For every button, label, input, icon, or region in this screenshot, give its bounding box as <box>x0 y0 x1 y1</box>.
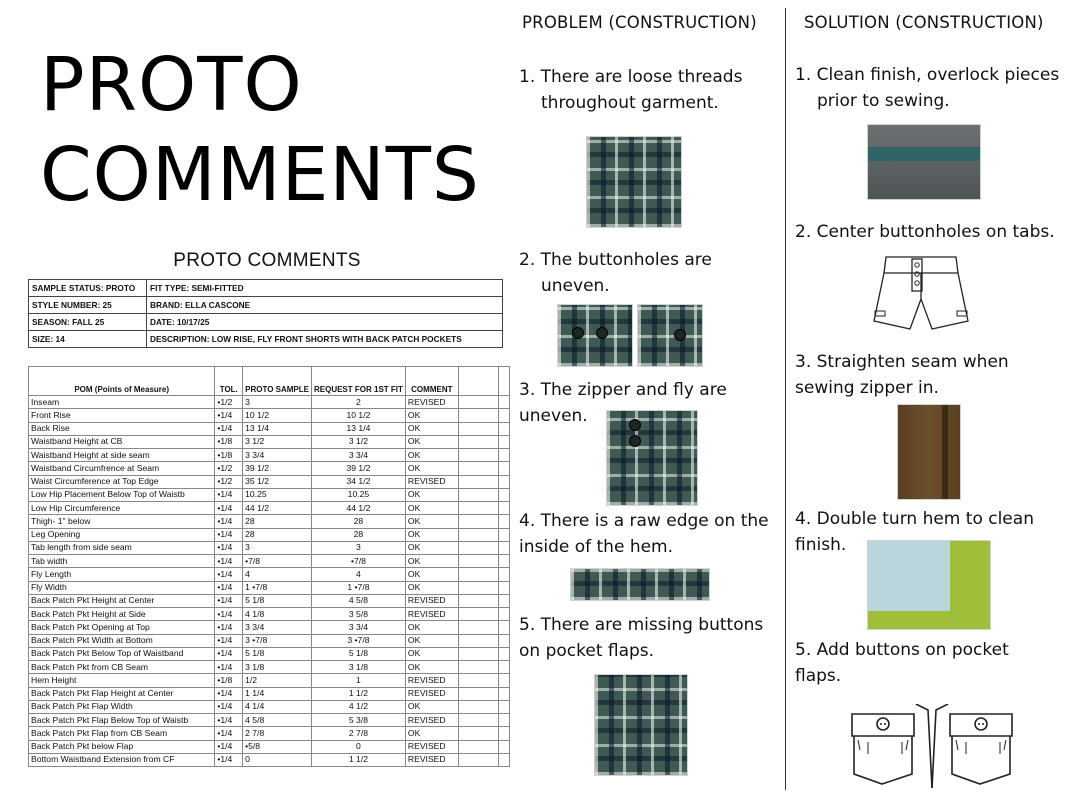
tol-cell: •1/4 <box>215 488 243 501</box>
proto-sample-cell: 2 7/8 <box>243 727 312 740</box>
tol-cell: •1/4 <box>215 621 243 634</box>
solution-4-line-1: 4. Double turn hem to clean <box>795 509 1034 529</box>
tol-cell: •1/8 <box>215 674 243 687</box>
table-row <box>29 647 510 660</box>
solution-3-line-2: sewing zipper in. <box>795 378 939 398</box>
tol-cell: •1/4 <box>215 528 243 541</box>
proto-sample-cell: 39 1/2 <box>243 462 312 475</box>
meta-row <box>29 314 503 331</box>
table-row <box>29 422 510 435</box>
table-row <box>29 396 510 409</box>
pom-header: POM (Points of Measure) <box>29 367 215 396</box>
pom-cell: Hem Height <box>29 674 215 687</box>
empty-cell <box>498 435 509 448</box>
pom-cell: Waistband Circumfrence at Seam <box>29 462 215 475</box>
pom-cell: Tab width <box>29 555 215 568</box>
empty-cell <box>498 700 509 713</box>
comment-cell: OK <box>405 568 458 581</box>
table-row <box>29 515 510 528</box>
request-cell: 44 1/2 <box>311 502 405 515</box>
pom-cell: Leg Opening <box>29 528 215 541</box>
tol-header: TOL. <box>215 367 243 396</box>
proto-sample-cell: 4 1/4 <box>243 700 312 713</box>
empty-cell <box>458 541 498 554</box>
empty-cell <box>458 581 498 594</box>
comment-cell: REVISED <box>405 475 458 488</box>
empty-cell <box>498 647 509 660</box>
pom-table <box>28 366 510 767</box>
request-cell: 5 1/8 <box>311 647 405 660</box>
tol-cell: •1/4 <box>215 594 243 607</box>
empty-cell <box>498 581 509 594</box>
pom-cell: Back Patch Pkt below Flap <box>29 740 215 753</box>
empty-cell <box>458 396 498 409</box>
solution-2-line-1: 2. Center buttonholes on tabs. <box>795 222 1055 242</box>
request-cell: 28 <box>311 528 405 541</box>
table-row <box>29 608 510 621</box>
column-divider <box>785 8 786 790</box>
table-row <box>29 753 510 766</box>
comment-cell: REVISED <box>405 753 458 766</box>
comment-cell: REVISED <box>405 594 458 607</box>
empty-header <box>498 367 509 396</box>
empty-cell <box>458 435 498 448</box>
empty-cell <box>458 714 498 727</box>
solution-3 <box>795 349 1009 401</box>
comment-cell: OK <box>405 422 458 435</box>
problem-2-line-2: uneven. <box>541 276 610 296</box>
raw-hem-photo <box>570 568 710 601</box>
empty-cell <box>458 621 498 634</box>
empty-cell <box>458 740 498 753</box>
comment-cell: OK <box>405 409 458 422</box>
empty-cell <box>498 422 509 435</box>
comment-cell: OK <box>405 581 458 594</box>
proto-sample-cell: 4 <box>243 568 312 581</box>
pom-cell: Thigh- 1" below <box>29 515 215 528</box>
empty-cell <box>498 661 509 674</box>
request-cell: 4 1/2 <box>311 700 405 713</box>
tol-cell: •1/4 <box>215 753 243 766</box>
pom-cell: Fly Width <box>29 581 215 594</box>
tol-cell: •1/4 <box>215 714 243 727</box>
empty-cell <box>458 634 498 647</box>
pocket-flap-photo <box>594 674 688 776</box>
meta-cell: SEASON: FALL 25 <box>29 314 147 331</box>
empty-cell <box>458 687 498 700</box>
empty-cell <box>498 475 509 488</box>
comment-cell: OK <box>405 462 458 475</box>
tol-cell: •1/8 <box>215 435 243 448</box>
title-line-2: COMMENTS <box>40 132 480 218</box>
problem-4 <box>519 508 769 560</box>
tol-cell: •1/4 <box>215 647 243 660</box>
problem-5-line-2: on pocket flaps. <box>519 641 655 661</box>
pom-cell: Low Hip Placement Below Top of Waistb <box>29 488 215 501</box>
tol-cell: •1/4 <box>215 502 243 515</box>
meta-row <box>29 297 503 314</box>
tol-cell: •1/4 <box>215 661 243 674</box>
request-header: REQUEST FOR 1ST FIT <box>311 367 405 396</box>
request-cell: 0 <box>311 740 405 753</box>
empty-cell <box>458 661 498 674</box>
request-cell: 3 •7/8 <box>311 634 405 647</box>
solution-1-line-1: 1. Clean finish, overlock pieces <box>795 65 1060 85</box>
empty-cell <box>458 422 498 435</box>
table-row <box>29 674 510 687</box>
empty-cell <box>458 753 498 766</box>
comment-header: COMMENT <box>405 367 458 396</box>
empty-cell <box>498 462 509 475</box>
meta-cell: DATE: 10/17/25 <box>147 314 503 331</box>
tol-cell: •1/4 <box>215 687 243 700</box>
button-icon <box>596 327 608 339</box>
tol-cell: •1/4 <box>215 409 243 422</box>
proto-sample-cell: 1 1/4 <box>243 687 312 700</box>
empty-cell <box>498 555 509 568</box>
empty-cell <box>458 727 498 740</box>
table-row <box>29 581 510 594</box>
empty-cell <box>458 608 498 621</box>
request-cell: 5 3/8 <box>311 714 405 727</box>
proto-sample-cell: 10.25 <box>243 488 312 501</box>
proto-sample-cell: 3 <box>243 396 312 409</box>
tol-cell: •1/4 <box>215 555 243 568</box>
problem-heading: PROBLEM (CONSTRUCTION) <box>522 13 757 32</box>
proto-sample-cell: 10 1/2 <box>243 409 312 422</box>
tol-cell: •1/2 <box>215 475 243 488</box>
page-title <box>40 40 480 220</box>
meta-cell: SAMPLE STATUS: PROTO <box>29 280 147 297</box>
empty-cell <box>458 488 498 501</box>
pom-cell: Front Rise <box>29 409 215 422</box>
table-row <box>29 634 510 647</box>
shorts-flat-sketch <box>868 251 974 337</box>
pom-cell: Back Patch Pkt Flap Width <box>29 700 215 713</box>
comment-cell: OK <box>405 541 458 554</box>
table-row <box>29 475 510 488</box>
meta-cell: DESCRIPTION: LOW RISE, FLY FRONT SHORTS WITH BACK PATCH POCKETS <box>147 331 503 348</box>
meta-cell: BRAND: ELLA CASCONE <box>147 297 503 314</box>
proto-sample-cell: 1 •7/8 <box>243 581 312 594</box>
empty-cell <box>498 714 509 727</box>
empty-cell <box>498 608 509 621</box>
request-cell: 1 <box>311 674 405 687</box>
loose-threads-photo <box>586 136 682 228</box>
empty-cell <box>498 409 509 422</box>
request-cell: 3 1/8 <box>311 661 405 674</box>
pom-cell: Waist Circumference at Top Edge <box>29 475 215 488</box>
problem-1 <box>519 64 742 116</box>
empty-cell <box>458 674 498 687</box>
comment-cell: REVISED <box>405 674 458 687</box>
proto-comments-sheet <box>28 250 510 770</box>
table-row <box>29 661 510 674</box>
request-cell: 4 5/8 <box>311 594 405 607</box>
problem-4-line-2: inside of the hem. <box>519 537 674 557</box>
empty-cell <box>498 449 509 462</box>
pom-cell: Inseam <box>29 396 215 409</box>
solution-1 <box>795 62 1059 114</box>
problem-4-line-1: 4. There is a raw edge on the <box>519 511 769 531</box>
proto-sample-cell: 35 1/2 <box>243 475 312 488</box>
table-row <box>29 502 510 515</box>
comment-cell: OK <box>405 555 458 568</box>
pom-body <box>29 396 510 767</box>
tol-cell: •1/2 <box>215 462 243 475</box>
request-cell: 34 1/2 <box>311 475 405 488</box>
empty-cell <box>458 462 498 475</box>
pom-cell: Fly Length <box>29 568 215 581</box>
table-row <box>29 435 510 448</box>
empty-cell <box>498 515 509 528</box>
empty-cell <box>458 555 498 568</box>
button-icon <box>572 327 584 339</box>
table-row <box>29 714 510 727</box>
request-cell: 2 7/8 <box>311 727 405 740</box>
empty-cell <box>498 488 509 501</box>
table-row <box>29 555 510 568</box>
proto-sample-cell: 28 <box>243 528 312 541</box>
request-cell: 1 1/2 <box>311 687 405 700</box>
table-row <box>29 687 510 700</box>
empty-cell <box>458 515 498 528</box>
pom-cell: Back Patch Pkt Flap Below Top of Waistb <box>29 714 215 727</box>
zipper-sewing-photo <box>897 404 961 500</box>
solution-5 <box>795 637 1009 689</box>
empty-header <box>458 367 498 396</box>
comment-cell: REVISED <box>405 396 458 409</box>
empty-cell <box>458 568 498 581</box>
request-cell: 39 1/2 <box>311 462 405 475</box>
empty-cell <box>498 594 509 607</box>
request-cell: 13 1/4 <box>311 422 405 435</box>
empty-cell <box>458 700 498 713</box>
empty-cell <box>498 674 509 687</box>
meta-row <box>29 280 503 297</box>
table-row <box>29 462 510 475</box>
button-icon <box>629 435 641 447</box>
comment-cell: REVISED <box>405 608 458 621</box>
pom-cell: Back Patch Pkt Opening at Top <box>29 621 215 634</box>
table-row <box>29 541 510 554</box>
comment-cell: OK <box>405 528 458 541</box>
table-row <box>29 568 510 581</box>
tol-cell: •1/4 <box>215 515 243 528</box>
problem-2-line-1: 2. The buttonholes are <box>519 250 712 270</box>
empty-cell <box>458 594 498 607</box>
pom-cell: Back Patch Pkt Height at Center <box>29 594 215 607</box>
proto-sample-cell: 3 1/8 <box>243 661 312 674</box>
pom-cell: Back Rise <box>29 422 215 435</box>
empty-cell <box>498 568 509 581</box>
double-turn-hem-photo <box>867 540 991 630</box>
empty-cell <box>498 727 509 740</box>
problem-5 <box>519 612 763 664</box>
table-row <box>29 449 510 462</box>
request-cell: 2 <box>311 396 405 409</box>
tol-cell: •1/4 <box>215 422 243 435</box>
empty-cell <box>498 396 509 409</box>
tol-cell: •1/4 <box>215 634 243 647</box>
comment-cell: OK <box>405 449 458 462</box>
pom-cell: Tab length from side seam <box>29 541 215 554</box>
tol-cell: •1/4 <box>215 727 243 740</box>
empty-cell <box>498 621 509 634</box>
comment-cell: OK <box>405 488 458 501</box>
proto-sample-cell: 5 1/8 <box>243 594 312 607</box>
comment-cell: REVISED <box>405 714 458 727</box>
problem-1-line-1: 1. There are loose threads <box>519 67 743 87</box>
proto-sample-cell: 4 5/8 <box>243 714 312 727</box>
pom-cell: Back Patch Pkt from CB Seam <box>29 661 215 674</box>
comment-cell: OK <box>405 502 458 515</box>
comment-cell: REVISED <box>405 740 458 753</box>
tol-cell: •1/4 <box>215 740 243 753</box>
pom-cell: Back Patch Pkt Flap from CB Seam <box>29 727 215 740</box>
request-cell: 28 <box>311 515 405 528</box>
pom-cell: Low Hip Circumference <box>29 502 215 515</box>
table-row <box>29 528 510 541</box>
solution-4-line-2: finish. <box>795 535 847 555</box>
meta-cell: FIT TYPE: SEMI-FITTED <box>147 280 503 297</box>
proto-sample-cell: 1/2 <box>243 674 312 687</box>
pom-cell: Waistband Height at CB <box>29 435 215 448</box>
table-row <box>29 727 510 740</box>
empty-cell <box>498 541 509 554</box>
empty-cell <box>458 647 498 660</box>
problem-3-line-1: 3. The zipper and fly are <box>519 380 727 400</box>
request-cell: 3 3/4 <box>311 621 405 634</box>
empty-cell <box>458 409 498 422</box>
request-cell: 3 5/8 <box>311 608 405 621</box>
title-line-1: PROTO <box>40 42 303 128</box>
solution-heading: SOLUTION (CONSTRUCTION) <box>804 13 1044 32</box>
comment-cell: OK <box>405 700 458 713</box>
comment-cell: OK <box>405 727 458 740</box>
buttonhole-photo-right <box>637 304 703 367</box>
pom-cell: Back Patch Pkt Flap Height at Center <box>29 687 215 700</box>
empty-cell <box>458 449 498 462</box>
tol-cell: •1/4 <box>215 568 243 581</box>
request-cell: 4 <box>311 568 405 581</box>
pom-cell: Waistband Height at side seam <box>29 449 215 462</box>
empty-cell <box>498 687 509 700</box>
proto-sample-cell: 4 1/8 <box>243 608 312 621</box>
pom-header-row <box>29 367 510 396</box>
comment-cell: OK <box>405 634 458 647</box>
pom-cell: Bottom Waistband Extension from CF <box>29 753 215 766</box>
pocket-flap-sketch <box>846 704 1018 788</box>
request-cell: 10 1/2 <box>311 409 405 422</box>
pom-cell: Back Patch Pkt Height at Side <box>29 608 215 621</box>
meta-cell: SIZE: 14 <box>29 331 147 348</box>
pom-cell: Back Patch Pkt Width at Bottom <box>29 634 215 647</box>
meta-cell: STYLE NUMBER: 25 <box>29 297 147 314</box>
comment-cell: OK <box>405 661 458 674</box>
tol-cell: •1/4 <box>215 541 243 554</box>
buttonhole-photo-left <box>557 304 633 367</box>
tol-cell: •1/4 <box>215 581 243 594</box>
sheet-title: PROTO COMMENTS <box>173 250 361 271</box>
proto-sample-cell: 0 <box>243 753 312 766</box>
proto-sample-cell: 3 •7/8 <box>243 634 312 647</box>
table-row <box>29 621 510 634</box>
table-row <box>29 740 510 753</box>
empty-cell <box>458 502 498 515</box>
solution-5-line-1: 5. Add buttons on pocket <box>795 640 1009 660</box>
meta-row <box>29 331 503 348</box>
tol-cell: •1/4 <box>215 608 243 621</box>
proto-sample-cell: 13 1/4 <box>243 422 312 435</box>
overlock-photo <box>867 124 981 200</box>
problem-5-line-1: 5. There are missing buttons <box>519 615 764 635</box>
proto-sample-cell: 3 <box>243 541 312 554</box>
solution-3-line-1: 3. Straighten seam when <box>795 352 1009 372</box>
empty-cell <box>498 528 509 541</box>
empty-cell <box>498 502 509 515</box>
problem-3-line-2: uneven. <box>519 406 588 426</box>
request-cell: 1 •7/8 <box>311 581 405 594</box>
empty-cell <box>498 634 509 647</box>
empty-cell <box>498 753 509 766</box>
problem-1-line-2: throughout garment. <box>541 93 719 113</box>
tol-cell: •1/2 <box>215 396 243 409</box>
comment-cell: OK <box>405 621 458 634</box>
pom-cell: Back Patch Pkt Below Top of Waistband <box>29 647 215 660</box>
problem-2 <box>519 247 712 299</box>
request-cell: 3 <box>311 541 405 554</box>
button-icon <box>674 329 686 341</box>
request-cell: 3 3/4 <box>311 449 405 462</box>
proto-sample-cell: •5/8 <box>243 740 312 753</box>
table-row <box>29 594 510 607</box>
solution-2 <box>795 219 1055 245</box>
proto-sample-cell: •7/8 <box>243 555 312 568</box>
request-cell: 10.25 <box>311 488 405 501</box>
comment-cell: REVISED <box>405 687 458 700</box>
sample-meta-table <box>28 279 503 348</box>
proto-sample-cell: 5 1/8 <box>243 647 312 660</box>
table-row <box>29 488 510 501</box>
proto-sample-header: PROTO SAMPLE <box>243 367 312 396</box>
solution-5-line-2: flaps. <box>795 666 842 686</box>
request-cell: 3 1/2 <box>311 435 405 448</box>
comment-cell: OK <box>405 435 458 448</box>
proto-sample-cell: 3 3/4 <box>243 621 312 634</box>
tol-cell: •1/8 <box>215 449 243 462</box>
empty-cell <box>498 740 509 753</box>
empty-cell <box>458 475 498 488</box>
tol-cell: •1/4 <box>215 700 243 713</box>
comment-cell: OK <box>405 515 458 528</box>
solution-1-line-2: prior to sewing. <box>817 91 950 111</box>
request-cell: •7/8 <box>311 555 405 568</box>
table-row <box>29 700 510 713</box>
request-cell: 1 1/2 <box>311 753 405 766</box>
proto-sample-cell: 3 3/4 <box>243 449 312 462</box>
zipper-fly-photo <box>606 410 698 506</box>
button-icon <box>629 419 641 431</box>
proto-sample-cell: 28 <box>243 515 312 528</box>
proto-sample-cell: 44 1/2 <box>243 502 312 515</box>
proto-sample-cell: 3 1/2 <box>243 435 312 448</box>
comment-cell: OK <box>405 647 458 660</box>
table-row <box>29 409 510 422</box>
empty-cell <box>458 528 498 541</box>
